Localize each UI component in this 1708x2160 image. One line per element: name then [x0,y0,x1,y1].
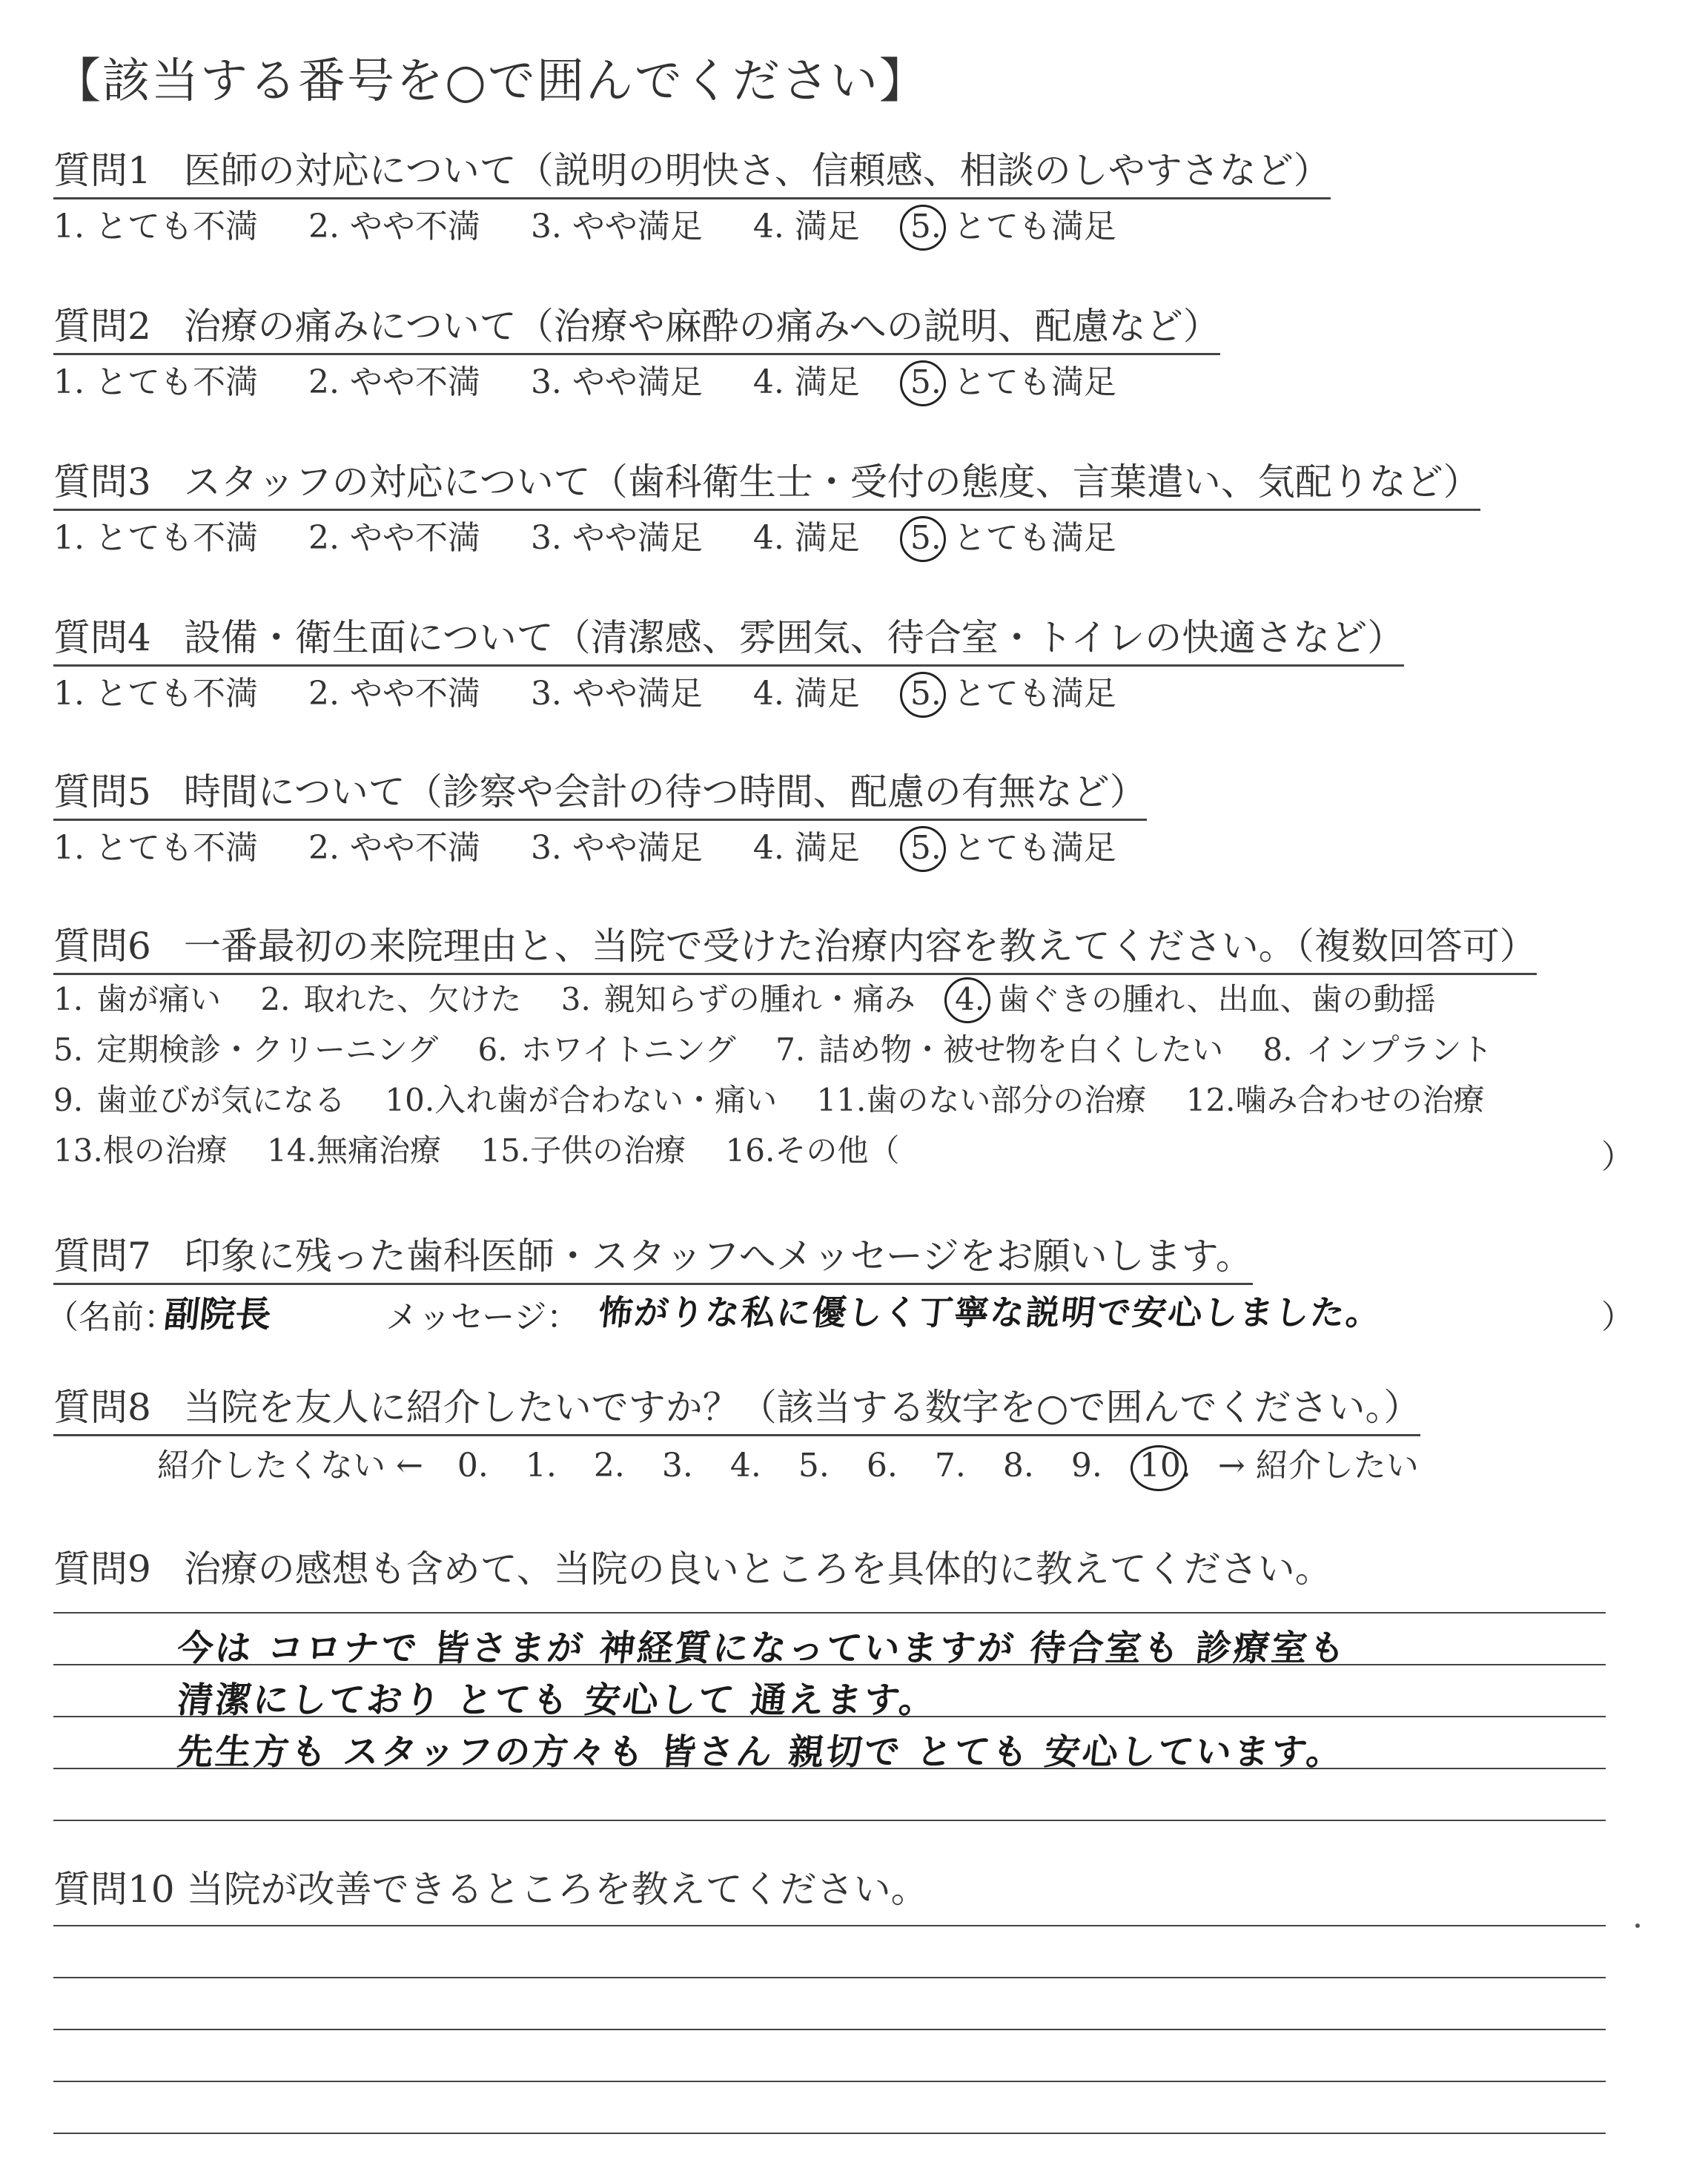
option-3[interactable]: 3. やや満足 [530,363,703,401]
scale-right-label: → 紹介したい [1217,1447,1419,1484]
rating-options [53,518,1156,559]
option-3[interactable]: 3. やや満足 [530,519,703,557]
question-number: 質問8 [53,1386,151,1429]
q6-option-1[interactable]: 1. 歯が痛い [53,981,222,1017]
option-1[interactable]: 1. とても不満 [53,208,258,245]
question-heading [53,1860,928,1913]
q6-option-16[interactable]: 16.その他（ [725,1132,900,1169]
form-title: 【該当する番号を○で囲んでください】 [53,54,928,109]
question-text: 治療の痛みについて（治療や麻酔の痛みへの説明、配慮など） [183,305,1220,348]
question-text: 当院が改善できるところを教えてください。 [186,1868,928,1911]
question-text: 印象に残った歯科医師・スタッフへメッセージをお願いします。 [183,1235,1253,1278]
answer-line [53,1820,1606,1821]
question-number: 質問5 [53,770,151,813]
scale-5[interactable]: 5. [798,1447,830,1484]
q6-option-10[interactable]: 10.入れ歯が合わない・痛い [385,1082,778,1118]
option-4[interactable]: 4. 満足 [752,829,860,867]
q6-option-9[interactable]: 9. 歯並びが気になる [53,1082,346,1118]
question-heading [53,922,1537,975]
rating-options [53,828,1156,869]
scale-7[interactable]: 7. [934,1447,966,1484]
option-3[interactable]: 3. やや満足 [530,675,703,713]
scale-0[interactable]: 0. [457,1447,489,1484]
q6-options-row-4 [53,1130,929,1172]
option-5-selected[interactable]: 5. とても満足 [910,362,1116,403]
q6-options-row-3 [53,1080,1515,1121]
question-text: 医師の対応について（説明の明快さ、信頼感、相談のしやすさなど） [183,149,1331,192]
option-5-selected[interactable]: 5. とても満足 [910,518,1116,559]
q6-option-4-selected[interactable]: 4. 歯ぐきの腫れ、出血、歯の動揺 [955,979,1436,1020]
rating-options [53,673,1156,715]
question-text: 一番最初の来院理由と、当院で受けた治療内容を教えてください。（複数回答可） [183,925,1537,968]
question-text: 設備・衛生面について（清潔感、雰囲気、待合室・トイレの快適さなど） [183,616,1405,659]
name-value[interactable]: 副院長 [162,1294,274,1335]
rating-options [53,362,1156,403]
answer-line [53,2081,1606,2082]
question-number: 質問10 [53,1868,175,1911]
option-5-selected[interactable]: 5. とても満足 [910,673,1116,715]
question-heading [53,768,1147,821]
recommend-scale [157,1439,1419,1486]
answer-text-line-1[interactable]: 今は コロナで 皆さまが 神経質になっていますが 待合室も 診療室も [175,1628,1350,1669]
question-number: 質問3 [53,460,151,503]
question-number: 質問1 [53,149,151,192]
question-heading [53,1384,1420,1436]
q6-option-2[interactable]: 2. 取れた、欠けた [260,981,522,1017]
option-3[interactable]: 3. やや満足 [530,208,703,245]
question-number: 質問2 [53,305,151,348]
answer-line [53,1977,1606,1978]
scale-left-label: 紹介したくない ← [157,1447,423,1484]
q6-options-row-1 [53,979,1466,1020]
answer-line [53,1612,1606,1614]
answer-text-line-2[interactable]: 清潔にしており とても 安心して 通えます。 [175,1680,939,1721]
scale-2[interactable]: 2. [593,1447,625,1484]
question-text: 治療の感想も含めて、当院の良いところを具体的に教えてください。 [183,1548,1332,1591]
question-heading [53,1232,1253,1285]
option-4[interactable]: 4. 満足 [752,519,860,557]
scale-8[interactable]: 8. [1002,1447,1034,1484]
option-1[interactable]: 1. とても不満 [53,829,258,867]
option-2[interactable]: 2. やや不満 [308,829,480,867]
option-1[interactable]: 1. とても不満 [53,675,258,713]
answer-line [53,1925,1606,1926]
option-5-selected[interactable]: 5. とても満足 [910,206,1116,248]
q6-option-15[interactable]: 15.子供の治療 [480,1132,686,1169]
answer-text-line-3[interactable]: 先生方も スタッフの方々も 皆さん 親切で とても 安心しています。 [175,1731,1347,1773]
question-heading [53,147,1331,199]
option-2[interactable]: 2. やや不満 [308,675,480,713]
question-text: 当院を友人に紹介したいですか？（該当する数字を○で囲んでください。） [183,1386,1421,1429]
q6-option-12[interactable]: 12.噛み合わせの治療 [1185,1082,1485,1118]
scale-3[interactable]: 3. [661,1447,693,1484]
scale-6[interactable]: 6. [866,1447,898,1484]
q6-close-paren: ） [1601,1138,1634,1176]
q6-option-3[interactable]: 3. 親知らずの腫れ・痛み [560,981,916,1017]
q6-option-5[interactable]: 5. 定期検診・クリーニング [53,1031,439,1068]
answer-line [53,2133,1606,2134]
answer-line [53,2029,1606,2030]
q6-option-6[interactable]: 6. ホワイトニング [477,1031,736,1068]
option-4[interactable]: 4. 満足 [752,675,860,713]
q6-option-7[interactable]: 7. 詰め物・被せ物を白くしたい [775,1031,1224,1068]
option-2[interactable]: 2. やや不満 [308,208,480,245]
question-number: 質問9 [53,1548,151,1591]
question-number: 質問7 [53,1235,151,1278]
rating-options [53,206,1156,248]
scale-9[interactable]: 9. [1070,1447,1102,1484]
option-5-selected[interactable]: 5. とても満足 [910,828,1116,869]
question-heading [53,1539,1332,1593]
question-heading [53,303,1220,355]
option-2[interactable]: 2. やや不満 [308,363,480,401]
q6-option-14[interactable]: 14.無痛治療 [267,1132,441,1169]
q6-options-row-2 [53,1029,1523,1071]
option-4[interactable]: 4. 満足 [752,363,860,401]
question-text: 時間について（診察や会計の待つ時間、配慮の有無など） [183,770,1147,813]
option-2[interactable]: 2. やや不満 [308,519,480,557]
question-number: 質問6 [53,925,151,968]
scale-1[interactable]: 1. [525,1447,557,1484]
question-heading [53,614,1404,667]
q7-close-paren: ） [1601,1298,1634,1336]
q6-option-8[interactable]: 8. インプラント [1262,1031,1493,1068]
name-label: （名前： [46,1298,176,1336]
scale-10-selected[interactable]: 10. [1139,1447,1191,1484]
option-1[interactable]: 1. とても不満 [53,519,258,557]
message-label: メッセージ： [385,1298,580,1336]
option-1[interactable]: 1. とても不満 [53,363,258,401]
q6-option-11[interactable]: 11.歯のない部分の治療 [816,1082,1147,1118]
question-text: スタッフの対応について（歯科衛生士・受付の態度、言葉遣い、気配りなど） [183,460,1480,503]
option-3[interactable]: 3. やや満足 [530,829,703,867]
scale-4[interactable]: 4. [729,1447,761,1484]
stray-mark [1635,1923,1640,1928]
q6-option-13[interactable]: 13.根の治療 [53,1132,228,1169]
option-4[interactable]: 4. 満足 [752,208,860,245]
question-heading [53,458,1480,511]
message-value[interactable]: 怖がりな私に優しく丁寧な説明で安心しました。 [596,1292,1384,1332]
question-number: 質問4 [53,616,151,659]
